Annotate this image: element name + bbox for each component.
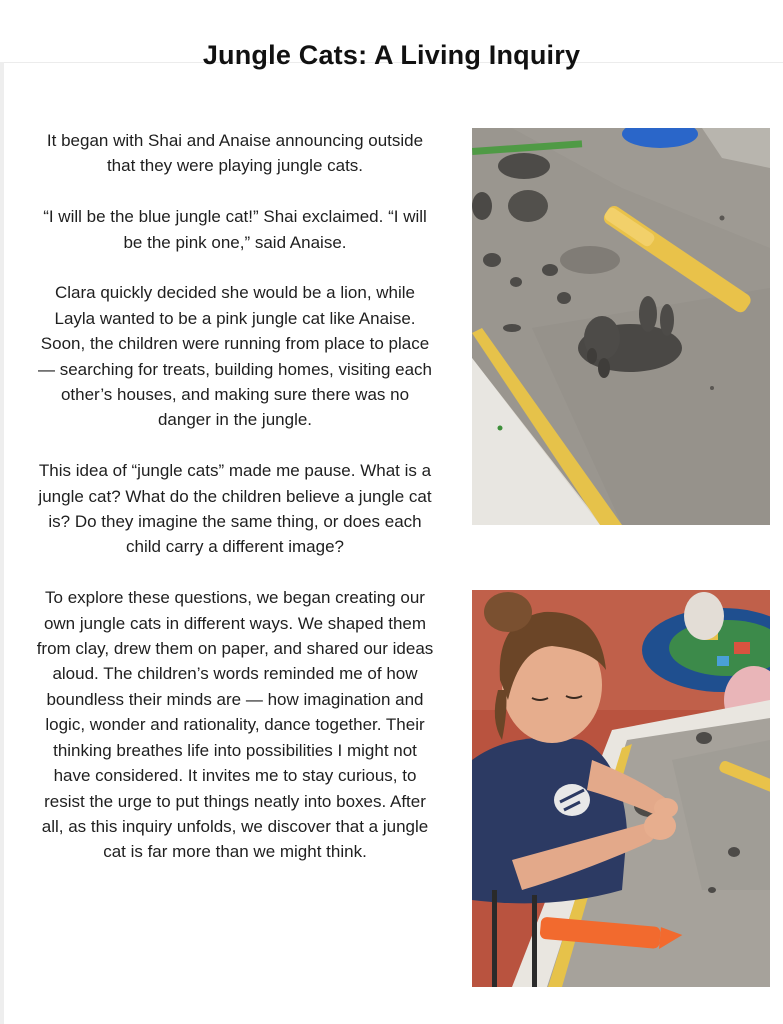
story-paragraph-1: It began with Shai and Anaise announcing outside that they were playing jungle cats. xyxy=(46,131,424,176)
story-text xyxy=(34,128,436,865)
story-paragraph-4: This idea of “jungle cats” made me pause. What is a jungle cat? What do the children believe a jungle cat is? Do they imagine the same thing, or does each child carry a different image? xyxy=(38,461,432,557)
story-paragraph-2: “I will be the blue jungle cat!” Shai exclaimed. “I will be the pink one,” said Anaise. xyxy=(43,207,427,252)
page-edge xyxy=(0,62,4,1024)
story-paragraph-3: Clara quickly decided she would be a lion, while Layla wanted to be a pink jungle cat like Anaise. Soon, the children were running from place to place — searching for treats, building homes, visiting each other’s houses, and making sure there was no danger in the jungle. xyxy=(37,283,433,430)
photo-clay-jungle-cat xyxy=(472,128,770,525)
photo-child-sculpting xyxy=(472,590,770,987)
page-title: Jungle Cats: A Living Inquiry xyxy=(202,40,581,71)
story-paragraph-5: To explore these questions, we began creating our own jungle cats in different ways. We shaped them from clay, drew them on paper, and shared our ideas aloud. The children’s words reminded me of how boundless their minds are — how imagination and logic, wonder and rationality, dance together. Their thinking breathes life into possibilities I might not have considered. It invites me to stay curious, to resist the urge to put things neatly into boxes. After all, as this inquiry unfolds, we discover that a jungle cat is far more than we might think. xyxy=(36,588,434,862)
